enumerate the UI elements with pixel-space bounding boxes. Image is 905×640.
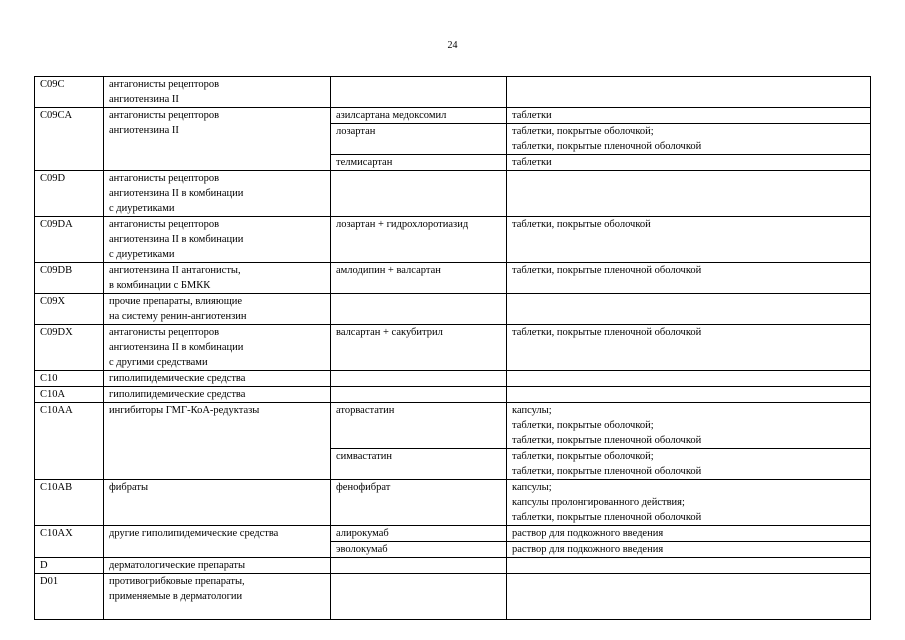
- dosage-form-cell: таблетки, покрытые пленочной оболочкой: [507, 325, 871, 371]
- anatomical-group-cell: гиполипидемические средства: [104, 371, 331, 387]
- table-row: [35, 526, 871, 542]
- table-row: [35, 325, 871, 371]
- atc-code-cell: D: [35, 558, 104, 574]
- table-row: [35, 171, 871, 217]
- atc-classification-table: [34, 76, 871, 620]
- dosage-form-cell: [507, 558, 871, 574]
- drug-name-cell: амлодипин + валсартан: [331, 263, 507, 294]
- anatomical-group-cell: антагонисты рецепторов ангиотензина II: [104, 108, 331, 171]
- atc-code-cell: C10A: [35, 387, 104, 403]
- anatomical-group-cell: фибраты: [104, 480, 331, 526]
- dosage-form-cell: [507, 294, 871, 325]
- drug-name-cell: лозартан + гидрохлоротиазид: [331, 217, 507, 263]
- page-number: 24: [447, 40, 458, 51]
- atc-code-cell: C09C: [35, 77, 104, 108]
- drug-name-cell: лозартан: [331, 124, 507, 155]
- table-row: [35, 574, 871, 620]
- anatomical-group-cell: гиполипидемические средства: [104, 387, 331, 403]
- dosage-form-cell: таблетки: [507, 108, 871, 124]
- drug-name-cell: телмисартан: [331, 155, 507, 171]
- dosage-form-cell: таблетки, покрытые оболочкой; таблетки, покрытые пленочной оболочкой: [507, 449, 871, 480]
- drug-name-cell: азилсартана медоксомил: [331, 108, 507, 124]
- table-row: [35, 263, 871, 294]
- dosage-form-cell: [507, 171, 871, 217]
- drug-name-cell: валсартан + сакубитрил: [331, 325, 507, 371]
- dosage-form-cell: капсулы; капсулы пролонгированного действия; таблетки, покрытые пленочной оболочкой: [507, 480, 871, 526]
- anatomical-group-cell: антагонисты рецепторов ангиотензина II в комбинации с другими средствами: [104, 325, 331, 371]
- table-row: [35, 108, 871, 124]
- drug-name-cell: [331, 558, 507, 574]
- drug-name-cell: симвастатин: [331, 449, 507, 480]
- table-row: [35, 387, 871, 403]
- anatomical-group-cell: дерматологические препараты: [104, 558, 331, 574]
- table-row: [35, 480, 871, 526]
- drug-name-cell: [331, 77, 507, 108]
- table-body: [35, 77, 871, 620]
- dosage-form-cell: [507, 371, 871, 387]
- table-row: [35, 77, 871, 108]
- anatomical-group-cell: противогрибковые препараты, применяемые в дерматологии: [104, 574, 331, 620]
- drug-name-cell: аторвастатин: [331, 403, 507, 449]
- dosage-form-cell: капсулы; таблетки, покрытые оболочкой; таблетки, покрытые пленочной оболочкой: [507, 403, 871, 449]
- dosage-form-cell: раствор для подкожного введения: [507, 526, 871, 542]
- drug-name-cell: эволокумаб: [331, 542, 507, 558]
- anatomical-group-cell: антагонисты рецепторов ангиотензина II в комбинации с диуретиками: [104, 171, 331, 217]
- atc-code-cell: C09DX: [35, 325, 104, 371]
- table-row: [35, 294, 871, 325]
- anatomical-group-cell: ангиотензина II антагонисты, в комбинации с БМКК: [104, 263, 331, 294]
- atc-code-cell: C09CA: [35, 108, 104, 171]
- dosage-form-cell: таблетки: [507, 155, 871, 171]
- drug-name-cell: [331, 574, 507, 620]
- drug-name-cell: алирокумаб: [331, 526, 507, 542]
- dosage-form-cell: таблетки, покрытые оболочкой; таблетки, покрытые пленочной оболочкой: [507, 124, 871, 155]
- table-row: [35, 558, 871, 574]
- drug-name-cell: [331, 171, 507, 217]
- anatomical-group-cell: прочие препараты, влияющие на систему ренин-ангиотензин: [104, 294, 331, 325]
- atc-code-cell: C09DB: [35, 263, 104, 294]
- atc-code-cell: C09D: [35, 171, 104, 217]
- dosage-form-cell: [507, 77, 871, 108]
- dosage-form-cell: таблетки, покрытые пленочной оболочкой: [507, 263, 871, 294]
- atc-code-cell: C09DA: [35, 217, 104, 263]
- dosage-form-cell: таблетки, покрытые оболочкой: [507, 217, 871, 263]
- table-row: [35, 403, 871, 449]
- table-row: [35, 217, 871, 263]
- atc-code-cell: C09X: [35, 294, 104, 325]
- anatomical-group-cell: антагонисты рецепторов ангиотензина II в комбинации с диуретиками: [104, 217, 331, 263]
- atc-code-cell: C10AA: [35, 403, 104, 480]
- drug-name-cell: фенофибрат: [331, 480, 507, 526]
- drug-name-cell: [331, 294, 507, 325]
- dosage-form-cell: раствор для подкожного введения: [507, 542, 871, 558]
- anatomical-group-cell: другие гиполипидемические средства: [104, 526, 331, 558]
- table-row: [35, 371, 871, 387]
- dosage-form-cell: [507, 387, 871, 403]
- atc-code-cell: C10AB: [35, 480, 104, 526]
- atc-code-cell: C10: [35, 371, 104, 387]
- dosage-form-cell: [507, 574, 871, 620]
- anatomical-group-cell: антагонисты рецепторов ангиотензина II: [104, 77, 331, 108]
- anatomical-group-cell: ингибиторы ГМГ-КоА-редуктазы: [104, 403, 331, 480]
- atc-code-cell: C10AX: [35, 526, 104, 558]
- atc-code-cell: D01: [35, 574, 104, 620]
- drug-name-cell: [331, 371, 507, 387]
- drug-name-cell: [331, 387, 507, 403]
